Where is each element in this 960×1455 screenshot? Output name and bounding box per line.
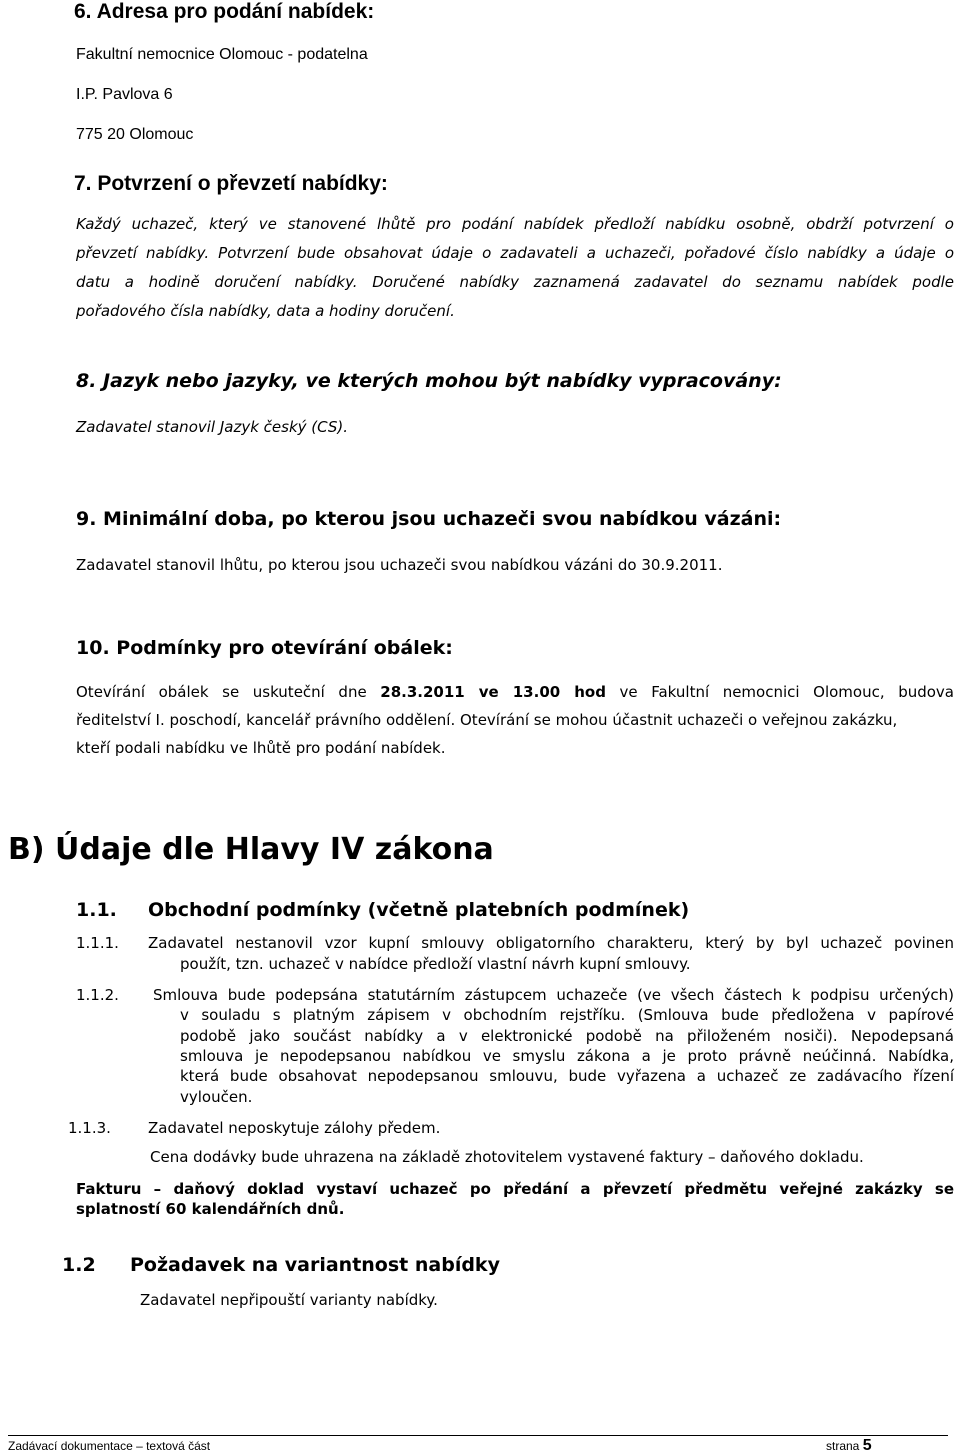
section-8-heading: 8. Jazyk nebo jazyky, ve kterých mohou být nabídky vypracovány: xyxy=(76,370,782,392)
section-1-1-2-number: 1.1.2. xyxy=(76,986,119,1004)
section-1-1-3-text: Zadavatel neposkytuje zálohy předem. xyxy=(148,1119,441,1137)
section-8-text: Zadavatel stanovil Jazyk český (CS). xyxy=(76,418,349,436)
invoice-line-1: Fakturu – daňový doklad vystaví uchazeč po předání a převzetí předmětu veřejné zakázky se xyxy=(76,1180,954,1198)
address-line-2: I.P. Pavlova 6 xyxy=(76,86,173,103)
part-b-title: B) Údaje dle Hlavy IV zákona xyxy=(8,832,494,867)
section-1-1-title: Obchodní podmínky (včetně platebních podmínek) xyxy=(148,899,690,921)
opening-text-a: Otevírání obálek se uskuteční dne xyxy=(76,683,381,701)
section-7-line-3: datu a hodině doručení nabídky. Doručené nabídky zaznamená zadavatel do seznamu nabídek podle xyxy=(76,273,954,291)
section-7-heading: 7. Potvrzení o převzetí nabídky: xyxy=(74,172,388,195)
section-10-line-2: ředitelství I. poschodí, kancelář právního oddělení. Otevírání se mohou účastnit uchazeči o veřejnou zakázku, xyxy=(76,711,898,729)
section-10-line-3: kteří podali nabídku ve lhůtě pro podání nabídek. xyxy=(76,739,446,757)
section-6-heading: 6. Adresa pro podání nabídek: xyxy=(74,0,375,23)
section-1-1-2-line-6: vyloučen. xyxy=(180,1088,253,1106)
section-1-1-1-line-2: použít, tzn. uchazeč v nabídce předloží vlastní návrh kupní smlouvy. xyxy=(180,955,691,973)
footer-page xyxy=(826,1437,872,1455)
section-9-text: Zadavatel stanovil lhůtu, po kterou jsou uchazeči svou nabídkou vázáni do 30.9.2011. xyxy=(76,556,723,574)
section-1-2-number: 1.2 xyxy=(62,1254,96,1276)
footer-divider xyxy=(8,1435,948,1436)
price-text: Cena dodávky bude uhrazena na základě zhotovitelem vystavené faktury – daňového dokladu. xyxy=(150,1148,864,1166)
section-10-line-1 xyxy=(76,683,954,701)
address-line-1: Fakultní nemocnice Olomouc - podatelna xyxy=(76,46,368,63)
invoice-line-2: splatností 60 kalendářních dnů. xyxy=(76,1200,345,1218)
section-1-1-1-line-1: Zadavatel nestanovil vzor kupní smlouvy obligatorního charakteru, který by byl uchazeč povinen xyxy=(148,934,954,952)
footer-document-title: Zadávací dokumentace – textová část xyxy=(8,1439,211,1453)
section-1-1-1-number: 1.1.1. xyxy=(76,934,119,952)
opening-text-c: ve Fakultní nemocnici Olomouc, budova xyxy=(605,683,954,701)
footer-page-label: strana xyxy=(826,1439,863,1453)
section-1-1-3-number: 1.1.3. xyxy=(68,1119,111,1137)
address-line-3: 775 20 Olomouc xyxy=(76,126,194,143)
section-1-1-2-line-4: smlouva je nepodepsanou nabídkou ve smyslu zákona a je proto právně neúčinná. Nabídka, xyxy=(180,1047,954,1065)
section-1-2-title: Požadavek na variantnost nabídky xyxy=(130,1254,500,1276)
section-1-1-2-line-5: která bude obsahovat nepodepsanou smlouvu, bude vyřazena a uchazeč ze zadávacího řízení xyxy=(180,1067,954,1085)
section-1-1-number: 1.1. xyxy=(76,899,117,921)
section-7-line-2: převzetí nabídky. Potvrzení bude obsahovat údaje o zadavateli a uchazeči, pořadové číslo nabídky a údaje o xyxy=(76,244,954,262)
section-1-1-2-line-2: v souladu s platným zápisem v obchodním rejstříku. (Smlouva bude předložena v papírové xyxy=(180,1006,954,1024)
section-1-1-2-line-1: Smlouva bude podepsána statutárním zástupcem uchazeče (ve všech částech k podpisu určených) xyxy=(153,986,954,1004)
section-7-line-4: pořadového čísla nabídky, data a hodiny doručení. xyxy=(76,302,455,320)
section-9-heading: 9. Minimální doba, po kterou jsou uchazeči svou nabídkou vázáni: xyxy=(76,508,782,530)
opening-date: 28.3.2011 ve 13.00 hod xyxy=(380,683,606,701)
footer-page-number: 5 xyxy=(862,1437,872,1454)
section-1-2-text: Zadavatel nepřipouští varianty nabídky. xyxy=(140,1291,438,1309)
section-7-line-1: Každý uchazeč, který ve stanovené lhůtě pro podání nabídek předloží nabídku osobně, obdrží potvrzení o xyxy=(76,215,954,233)
section-10-heading: 10. Podmínky pro otevírání obálek: xyxy=(76,637,453,659)
section-1-1-2-line-3: podobě jako součást nabídky a v elektronické podobě na přiloženém nosiči). Nepodepsaná xyxy=(180,1027,954,1045)
